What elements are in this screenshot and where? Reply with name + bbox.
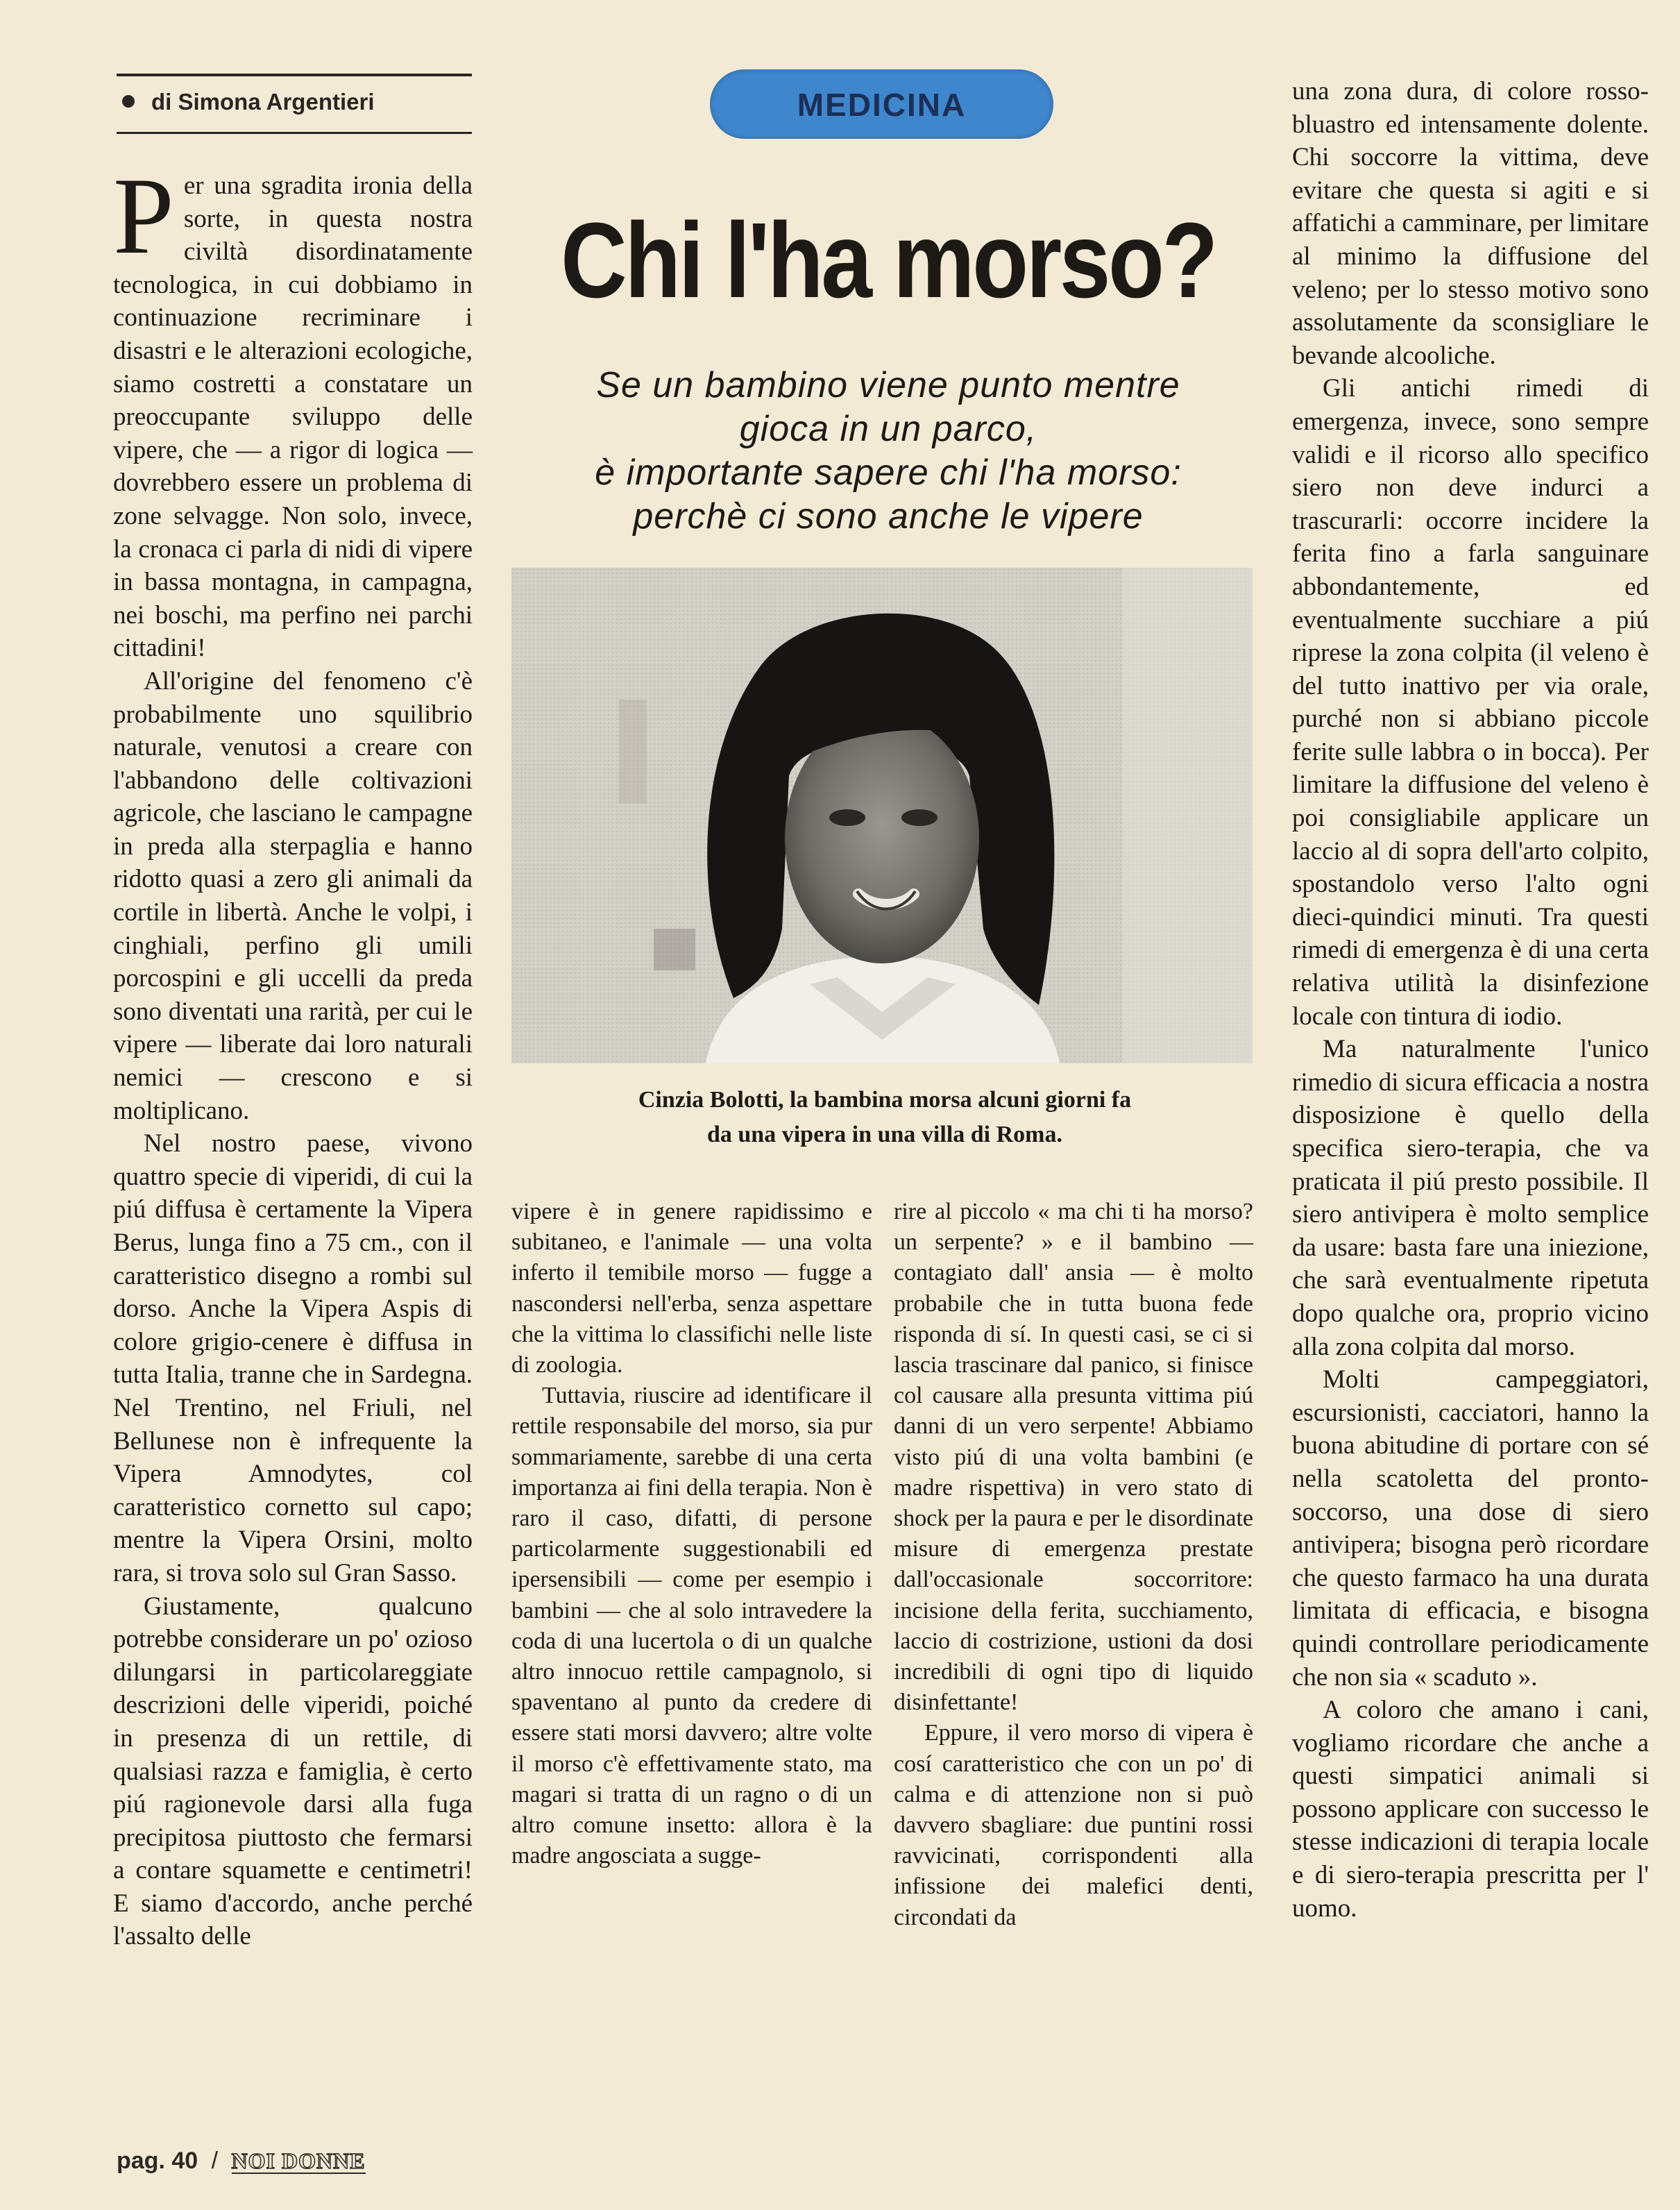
section-label-text: MEDICINA (797, 87, 967, 123)
byline-rule-bottom (117, 132, 472, 134)
paragraph: Gli antichi rimedi di emergenza, invece, sono sempre validi e il ricorso allo specifico siero non deve indurci a trascurarli: occorre incidere la ferita fino a farla sanguinare abbondantemente, ed eventualmente succhiare a piú riprese la zona colpita (il veleno è del tutto inattivo per via orale, purché non si abbiano piccole ferite sulle labbra o in bocca). Per limitare la diffusione del veleno è poi consigliabile applicare un laccio al di sopra dell'arto colpito, spostandolo verso l'alto ogni dieci-quindici minuti. Tra questi rimedi di emergenza è di una certa relativa utilità la disinfezione locale con tintura di iodio. (1292, 374, 1649, 1031)
paragraph: Nel nostro paese, vivono quattro specie di viperidi, di cui la piú diffusa è certamente la Vipera Berus, lunga fino a 75 cm., con il caratteristico disegno a rombi sul dorso. Anche la Vipera Aspis di colore grigio-cenere è diffusa in tutta Italia, tranne che in Sardegna. Nel Trentino, nel Friuli, nel Bellunese non è infrequente la Vipera Amnodytes, col caratteristico cornetto sul capo; mentre la Vipera Orsini, molto rara, si trova solo sul Gran Sasso. (113, 1129, 473, 1587)
article-column-3 (894, 1197, 1253, 2092)
paragraph: una zona dura, di colore rosso-bluastro ed intensamente dolente. Chi soccorre la vittima, deve evitare che questa si agiti e si affatichi a camminare, per limitare al minimo la diffusione del veleno; per lo stesso motivo sono assolutamente da sconsigliare le bevande alcooliche. (1292, 77, 1649, 370)
headline: Chi l'ha morso? (561, 201, 1216, 320)
deck (524, 364, 1253, 539)
page-number: pag. 40 (117, 2148, 198, 2174)
bullet-icon (122, 95, 135, 108)
portrait-photo (511, 568, 1253, 1063)
magazine-masthead: NOI DONNE (231, 2148, 366, 2173)
article-column-2 (511, 1197, 872, 2092)
paragraph: Molti campeggiatori, escursionisti, cacciatori, hanno la buona abitudine di portare con sé nella scatoletta del pronto-soccorso, una dose di siero antivipera; bisogna però ricordare che questo farmaco ha una durata limitata di efficacia, e bisogna quindi controllare periodicamente che non sia « scaduto ». (1292, 1365, 1649, 1692)
paragraph: rire al piccolo « ma chi ti ha morso? un serpente? » e il bambino — contagiato dall' ansia — è molto probabile che in tutta buona fede risponda di sí. In questi casi, se ci si lascia trascinare dal panico, si finisce col causare alla presunta vittima piú danni di un vero serpente! Abbiamo visto piú di una volta bambini (e madre rispettiva) in vero stato di shock per la paura e per le disordinate misure di emergenza prestate dall'occasionale soccorritore: incisione della ferita, succhiamento, laccio di costrizione, ustioni da dosi incredibili di ogni tipo di liquido disinfettante! (894, 1199, 1253, 1716)
paragraph: A coloro che amano i cani, vogliamo ricordare che anche a questi simpatici animali si possono applicare con successo le stesse indicazioni di terapia locale e di siero-terapia prescritta per l' uomo. (1292, 1696, 1649, 1923)
byline (122, 89, 469, 115)
article-column-4 (1292, 75, 1649, 2129)
paragraph: Tuttavia, riuscire ad identificare il rettile responsabile del morso, sia pur sommariamente, sarebbe di una certa importanza ai fini della terapia. Non è raro il caso, difatti, di persone particolarmente suggestionabili ed ipersensibili — come per esempio i bambini — che al solo intravedere la coda di una lucertola o di un qualche altro innocuo rettile campagnolo, si spaventano al punto da credere di essere stati morsi davvero; altre volte il morso c'è effettivamente stato, ma magari si tratta di un ragno o di un altro comune insetto: allora è la madre angosciata a sugge- (511, 1383, 872, 1869)
photo-caption (527, 1083, 1242, 1152)
page-footer (117, 2148, 366, 2175)
paragraph (113, 155, 473, 665)
deck-line: è importante sapere chi l'ha morso: (595, 453, 1182, 493)
paragraph: Giustamente, qualcuno potrebbe considerare un po' ozioso dilungarsi in particolareggiate descrizioni delle viperidi, poiché in presenza di un rettile, di qualsiasi razza e famiglia, è certo piú ragionevole darsi alla fuga precipitosa piuttosto che fermarsi a contare squamette e centimetri! E siamo d'accordo, anche perché l'assalto delle (113, 1592, 473, 1951)
paragraph: vipere è in genere rapidissimo e subitaneo, e l'animale — una volta inferto il temibile morso — fugge a nascondersi nell'erba, senza aspettare che la vittima lo classifichi nelle liste di zoologia. (511, 1199, 872, 1378)
paragraph: All'origine del fenomeno c'è probabilmente uno squilibrio naturale, venutosi a creare con l'abbandono delle coltivazioni agricole, che lasciano le campagne in preda alla sterpaglia e hanno ridotto quasi a zero gli animali da cortile in libertà. Anche le volpi, i cinghiali, perfino gli umili porcospini e gli uccelli da preda sono diventati una rarità, per cui le vipere — liberate dai loro naturali nemici — crescono e si moltiplicano. (113, 666, 473, 1125)
caption-line: Cinzia Bolotti, la bambina morsa alcuni giorni fa (638, 1087, 1132, 1113)
byline-text: di Simona Argentieri (151, 89, 375, 115)
paragraph: Eppure, il vero morso di vipera è cosí caratteristico che con un po' di calma e di attenzione non si può davvero sbagliare: due puntini rossi ravvicinati, corrispondenti alla infissione dei malefici denti, circondati da (894, 1720, 1253, 1930)
caption-line: da una vipera in una villa di Roma. (706, 1122, 1062, 1147)
deck-line: gioca in un parco, (739, 409, 1037, 449)
paragraph-text: er una sgradita ironia della sorte, in questa nostra civiltà disordinatamente tecnologica, in cui dobbiamo in continuazione recriminare i disastri e le alterazioni ecologiche, siamo costretti a constatare un preoccupante sviluppo delle vipere, che — a rigor di logica — dovrebbero essere un problema di zone selvagge. Non solo, invece, la cronaca ci parla di nidi di vipere in bassa montagna, in campagna, nei boschi, ma perfino nei parchi cittadini! (113, 171, 473, 663)
section-label (710, 69, 1053, 139)
drop-cap: P (113, 155, 174, 277)
byline-rule-top (117, 74, 472, 76)
deck-line: perchè ci sono anche le vipere (633, 496, 1144, 537)
article-column-1 (113, 155, 473, 2043)
footer-separator: / (211, 2148, 219, 2174)
portrait-photo-icon (511, 568, 1253, 1063)
deck-line: Se un bambino viene punto mentre (596, 365, 1180, 405)
paragraph: Ma naturalmente l'unico rimedio di sicura efficacia a nostra disposizione è quello della specifica siero-terapia, che va praticata il piú presto possibile. Il siero antivipera è molto semplice da usare: basta fare una iniezione, che sarà eventualmente ripetuta dopo qualche ora, proprio vicino alla zona colpita dal morso. (1292, 1035, 1649, 1361)
